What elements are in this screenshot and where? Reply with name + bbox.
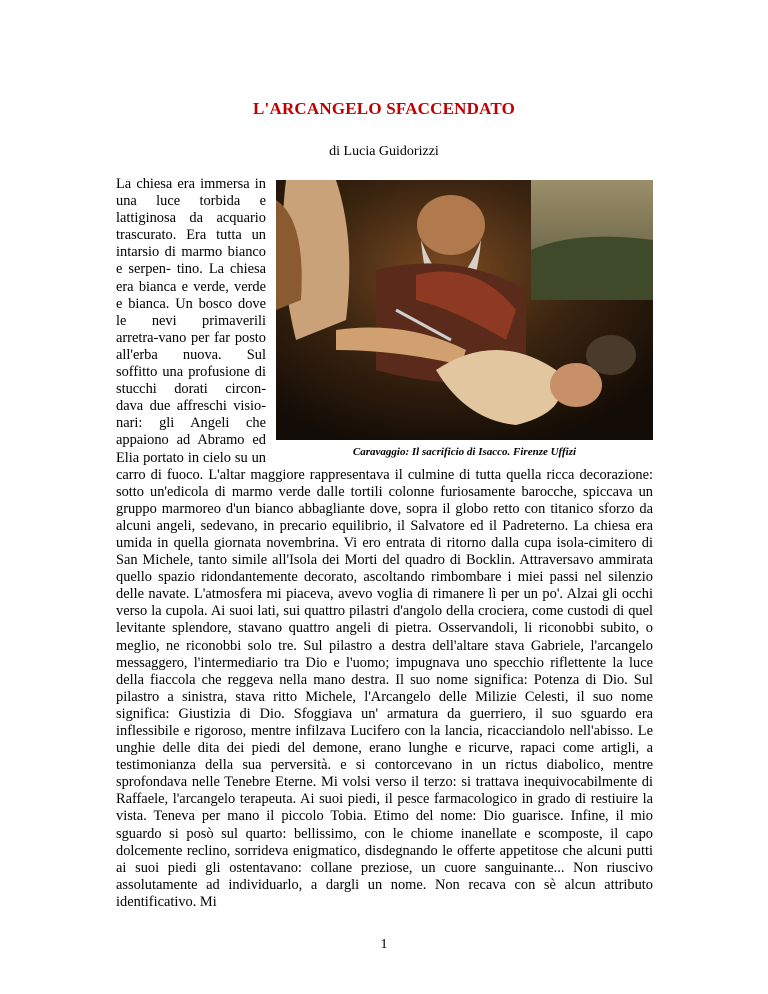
painting-figure	[276, 180, 653, 458]
paragraph-line: individuarlo, a dargli un nome. Non recava con sè alcun attributo identificativo. Mi	[116, 876, 653, 910]
paragraph-line: tino. La chiesa era	[116, 261, 266, 295]
paragraph-line: Elia portato in cielo su	[116, 449, 252, 466]
paragraph-line: ed il Padreterno. La chiesa era umida in quella giornata novembrina. Vi ero entrata di	[116, 517, 653, 551]
paragraph-line: ascoltando rimbombare i miei passi nel silenzio delle navate. L'atmosfera mi piaceva,	[116, 569, 653, 603]
paragraph-line: luce della fiaccola che reggeva nella mano destra. Il suo nome significa: Potenza di	[116, 654, 653, 688]
paragraph-line: lattiginosa da acquario	[116, 210, 266, 227]
paragraph-line: dava due affreschi visio-	[116, 398, 266, 415]
paragraph-line: Era tutta un intarsio di	[116, 227, 266, 261]
document-title: L'ARCANGELO SFACCENDATO	[253, 99, 515, 118]
paragraph-line: enigmatico, disdegnando le offerte appetitose che alcuni putti ai suoi piedi gli	[116, 842, 653, 876]
paragraph-line: stavano quattro angeli di pietra. Osservandoli, li riconobbi subito, o meglio, ne	[116, 620, 653, 654]
paragraph-line: nari: gli Angeli che	[116, 415, 266, 432]
paragraph-line: arretra-vano per far	[116, 329, 235, 346]
paragraph-line: bianca e verde, verde e	[116, 278, 266, 312]
paragraph-line: bianca. Un bosco dove	[128, 295, 266, 312]
paragraph-line: barocche, spiccava un gruppo marmoreo d'un bianco abbagliante dove, sopra il globo	[116, 483, 653, 517]
body-text	[116, 176, 653, 911]
paragraph-line: appaiono ad Abramo ed	[116, 432, 266, 449]
paragraph-line: soffitto una profusione	[116, 364, 255, 381]
paragraph-line: ritorno dalla cupa isola-cimitero di San Michele, tanto simile all'Isola dei Morti del	[116, 534, 653, 569]
paragraph-line: sguardo era inflessibile e rigoroso, mentre infilzava Lucifero con la lancia,	[116, 705, 654, 739]
paragraph-line: pesce farmacologico in grado di restiuire la vista. Teneva per mano il piccolo Tobia.	[116, 791, 653, 825]
paragraph-line: messaggero, l'intermediario tra Dio e l'uomo; impugnava uno specchio riflettente la	[116, 654, 630, 671]
paragraph-line: un carro di fuoco. L'altar maggiore rappresentava il culmine di tutta quella ricca	[116, 449, 580, 483]
figure-caption: Caravaggio: Il sacrificio di Isacco. Firenze Uffizi	[352, 446, 577, 458]
paragraph-line: riconobbi solo tre. Sul pilastro a destra dell'altare stava Gabriele, l'arcangelo	[186, 637, 653, 654]
paragraph-line: quattro pilastri d'angolo della crociera, come custodi di quel levitante splendore,	[116, 603, 653, 637]
painting-image	[276, 180, 653, 440]
paragraph-line: Etimo del nome: Dio guarisce. Infine, il mio sguardo si posò sul quarto: bellissimo,	[116, 808, 653, 842]
paragraph-line: le nevi primaverili	[116, 312, 266, 329]
paragraph-line: La chiesa era immersa in	[116, 176, 266, 192]
author-line: di Lucia Guidorizzi	[329, 144, 439, 159]
paragraph-line: suo nome significa: Giustizia di Dio. Sfoggiava un' armatura da guerriero, il suo	[116, 688, 653, 722]
paragraph-line: retto con titanico sforzo da alcuni angeli, sedevano, in precario equilibrio, il Salvatore	[116, 500, 653, 534]
paragraph-line: quadro di Bocklin. Attraversavo ammirata quello spazio ridondantemente decorato,	[116, 552, 653, 586]
paragraph-line: si trattava inequivocabilmente di Raffaele, l'arcangelo terapeuta. Ai suoi piedi, il	[116, 774, 654, 808]
page-number: 1	[380, 937, 388, 952]
paragraph-line: Dio. Sul pilastro a sinistra, stava ritto Michele, l'Arcangelo delle Milizie Celesti, il	[116, 671, 653, 705]
paragraph-line: marmo bianco e serpen-	[116, 244, 266, 278]
paragraph-line: ostentavano: collane preziose, un cuore sanguinante... Non riuscivo assolutamente ad	[116, 859, 654, 893]
paragraph-line: decorazione: sotto un'edicola di marmo verde dalle tortili colonne furiosamente	[116, 466, 653, 500]
paragraph-line: una luce torbida e	[116, 193, 266, 210]
paragraph-line: un rictus diabolico, mentre sprofondava nelle Tenebre Eterne. Mi volsi verso il terzo:	[116, 757, 654, 791]
paragraph-line: ricurve, rapaci come artigli, a testimonianza della sua perversità. e si contorcevano in	[116, 740, 653, 774]
paragraph-line: avevo voglia di rimanere lì per un po'. Alzai gli occhi verso la cupola. Ai suoi lati, sui	[116, 586, 653, 620]
paragraph-line: ricacciandolo nell'abisso. Le unghie delle dita dei piedi del demone, erano lunghe e	[116, 723, 653, 757]
paragraph-line: trascurato.	[116, 227, 187, 244]
paragraph-line: con le chiome inanellate e scomposte, il capo dolcemente reclino, sorrideva	[116, 825, 653, 859]
paragraph-line: posto all'erba nuova. Sul	[116, 329, 266, 363]
paragraph-line: di stucchi dorati circon-	[116, 364, 266, 398]
